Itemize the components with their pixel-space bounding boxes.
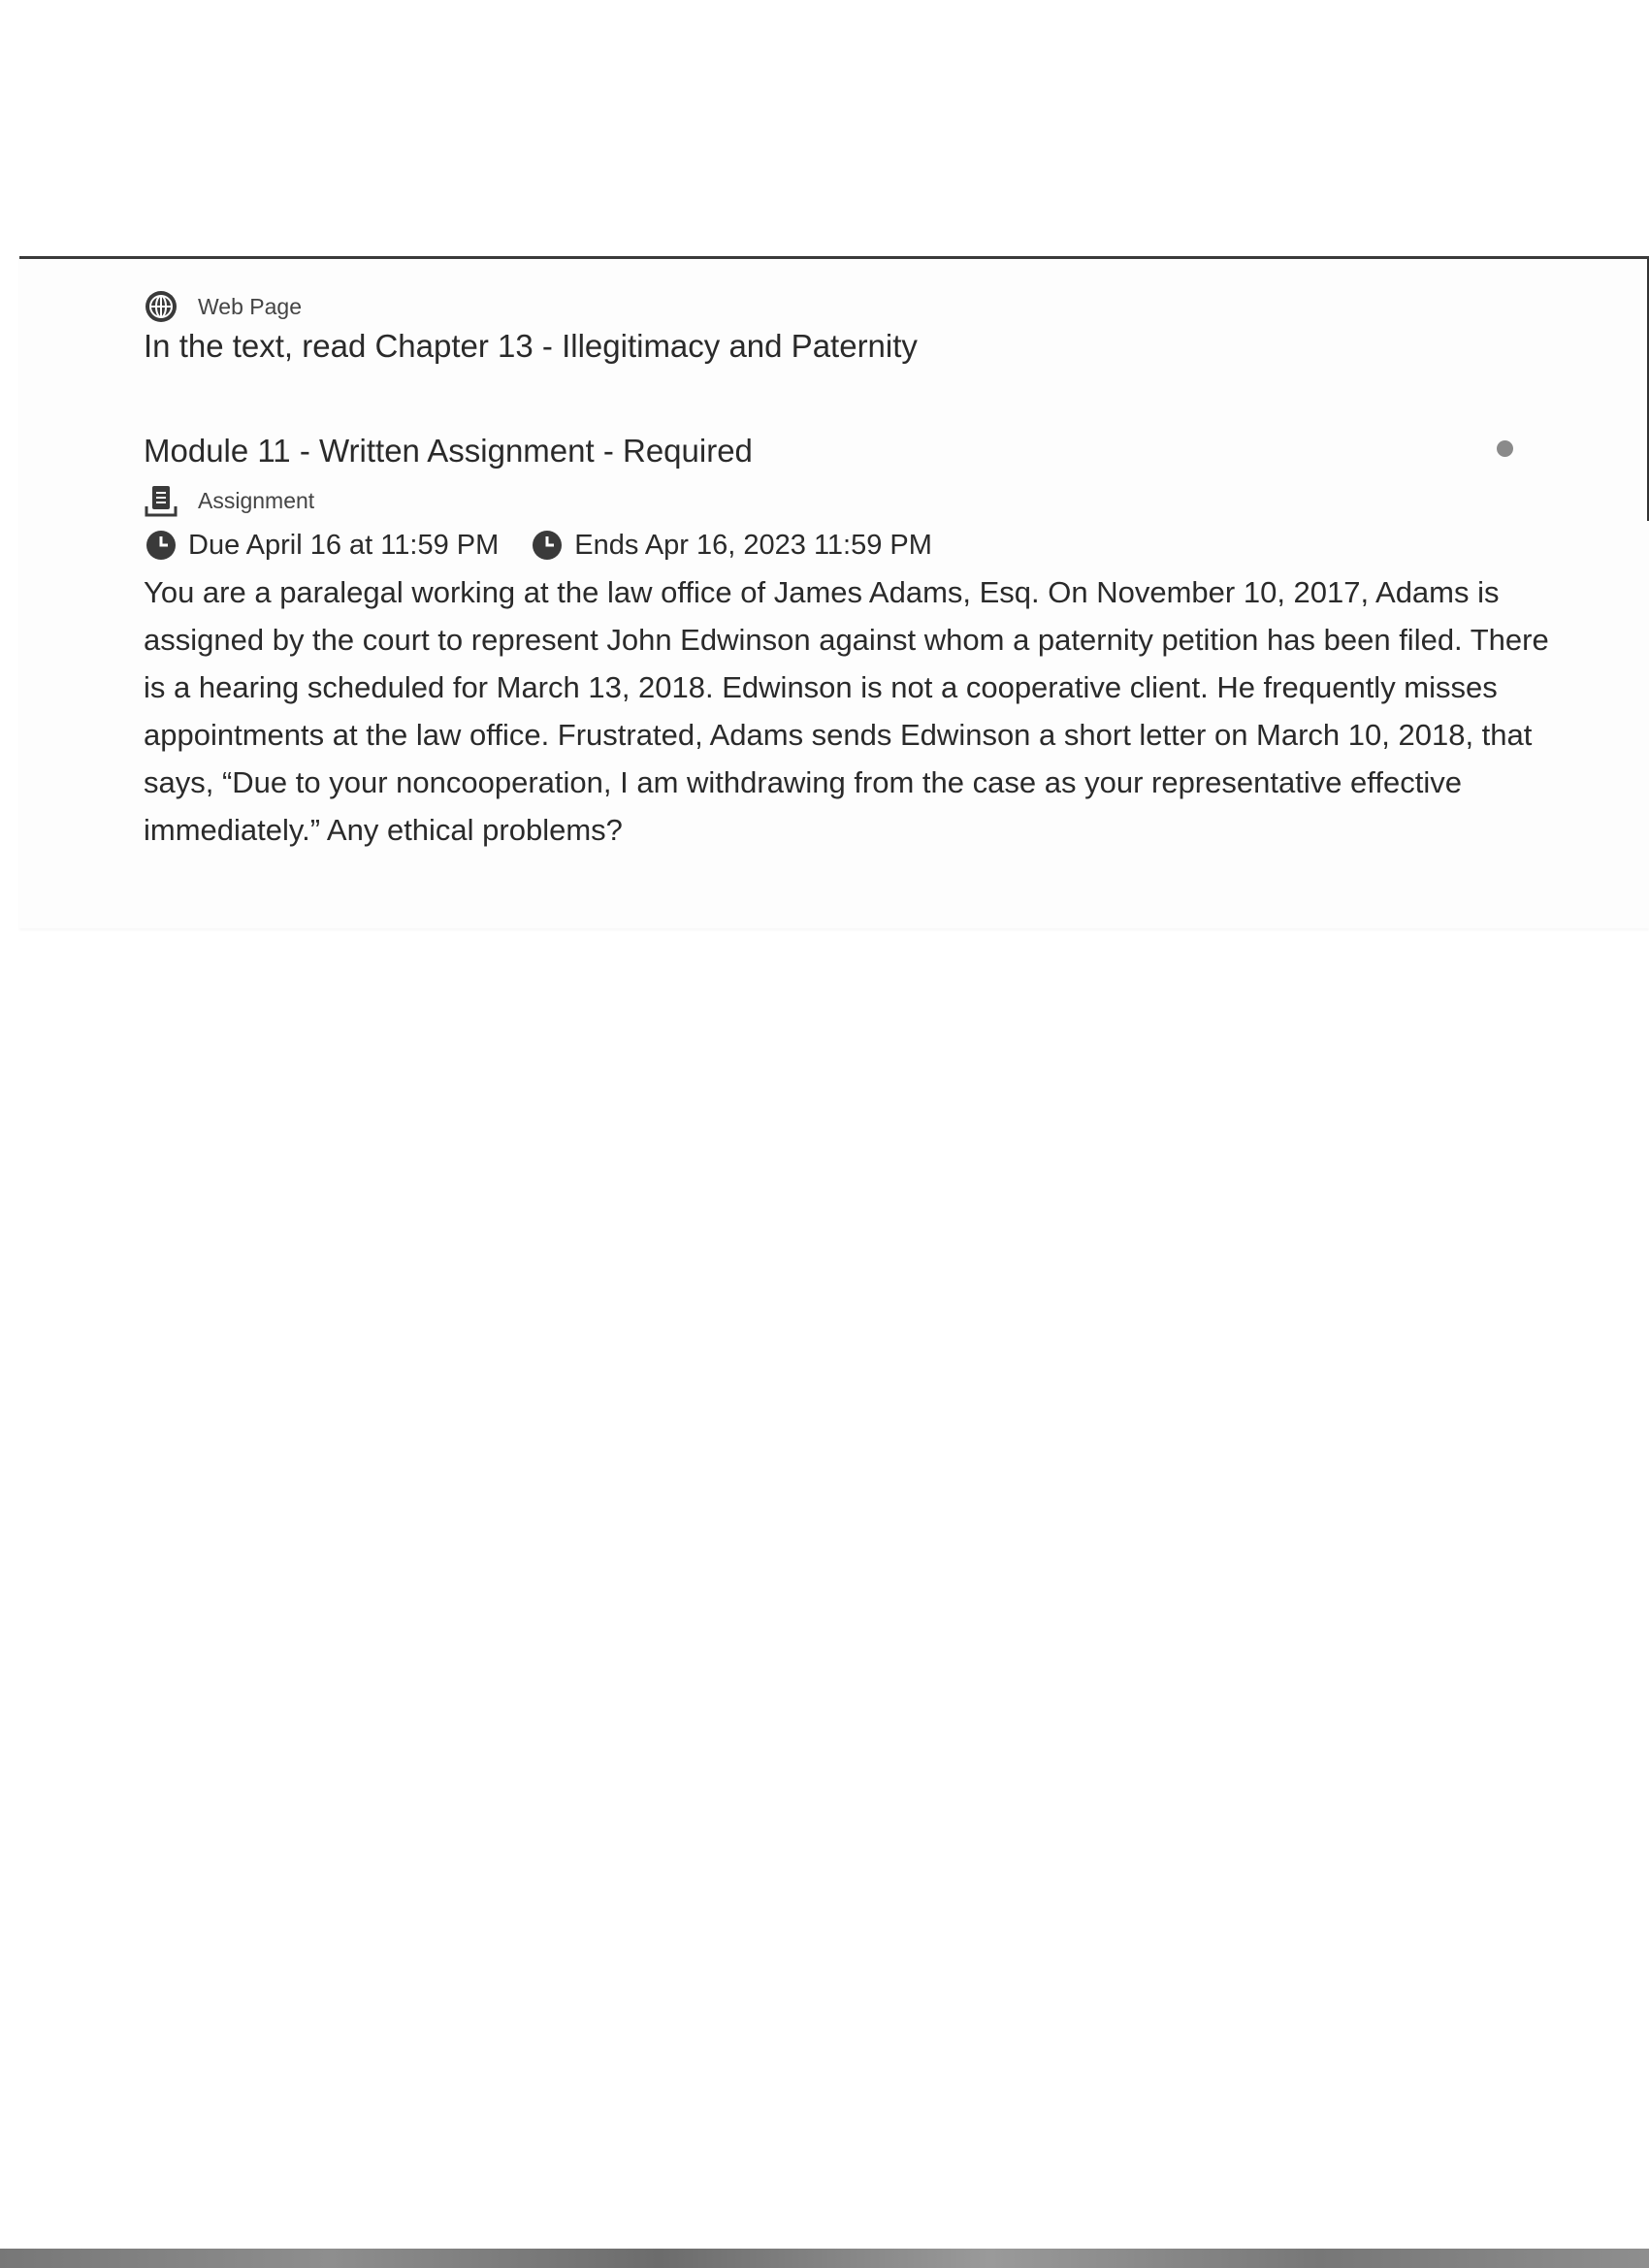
assignment-title-link[interactable]: Module 11 - Written Assignment - Required xyxy=(144,433,753,469)
due-date-text: Due April 16 at 11:59 PM xyxy=(188,529,500,561)
due-date xyxy=(144,528,499,563)
module-item-assignment[interactable] xyxy=(144,433,1560,854)
item-type-label: Web Page xyxy=(198,293,302,319)
module-item-web-page[interactable] xyxy=(144,289,918,365)
assignment-icon xyxy=(144,483,178,518)
item-type-label: Assignment xyxy=(198,487,315,513)
clock-icon xyxy=(144,528,178,563)
assignment-description: You are a paralegal working at the law office of James Adams, Esq. On November 10, 2017, Adams is assigned by the court to represent John Edwinson against whom a paternity petition has been filed. There is a hearing scheduled for March 13, 2018. Edwinson is not a cooperative client. He frequently misses appointments at the law office. Frustrated, Adams sends Edwinson a short letter on March 10, 2018, that says, “Due to your noncooperation, I am withdrawing from the case as your representative effective immediately.” Any ethical problems? xyxy=(144,575,1549,847)
status-dot xyxy=(1497,440,1513,457)
item-title-link[interactable]: In the text, read Chapter 13 - Illegitimacy and Paternity xyxy=(144,328,918,364)
scan-bottom-edge xyxy=(0,2249,1649,2268)
globe-icon xyxy=(144,289,178,324)
end-date-text: Ends Apr 16, 2023 11:59 PM xyxy=(574,529,932,561)
end-date xyxy=(530,528,932,563)
clock-icon xyxy=(530,528,565,563)
